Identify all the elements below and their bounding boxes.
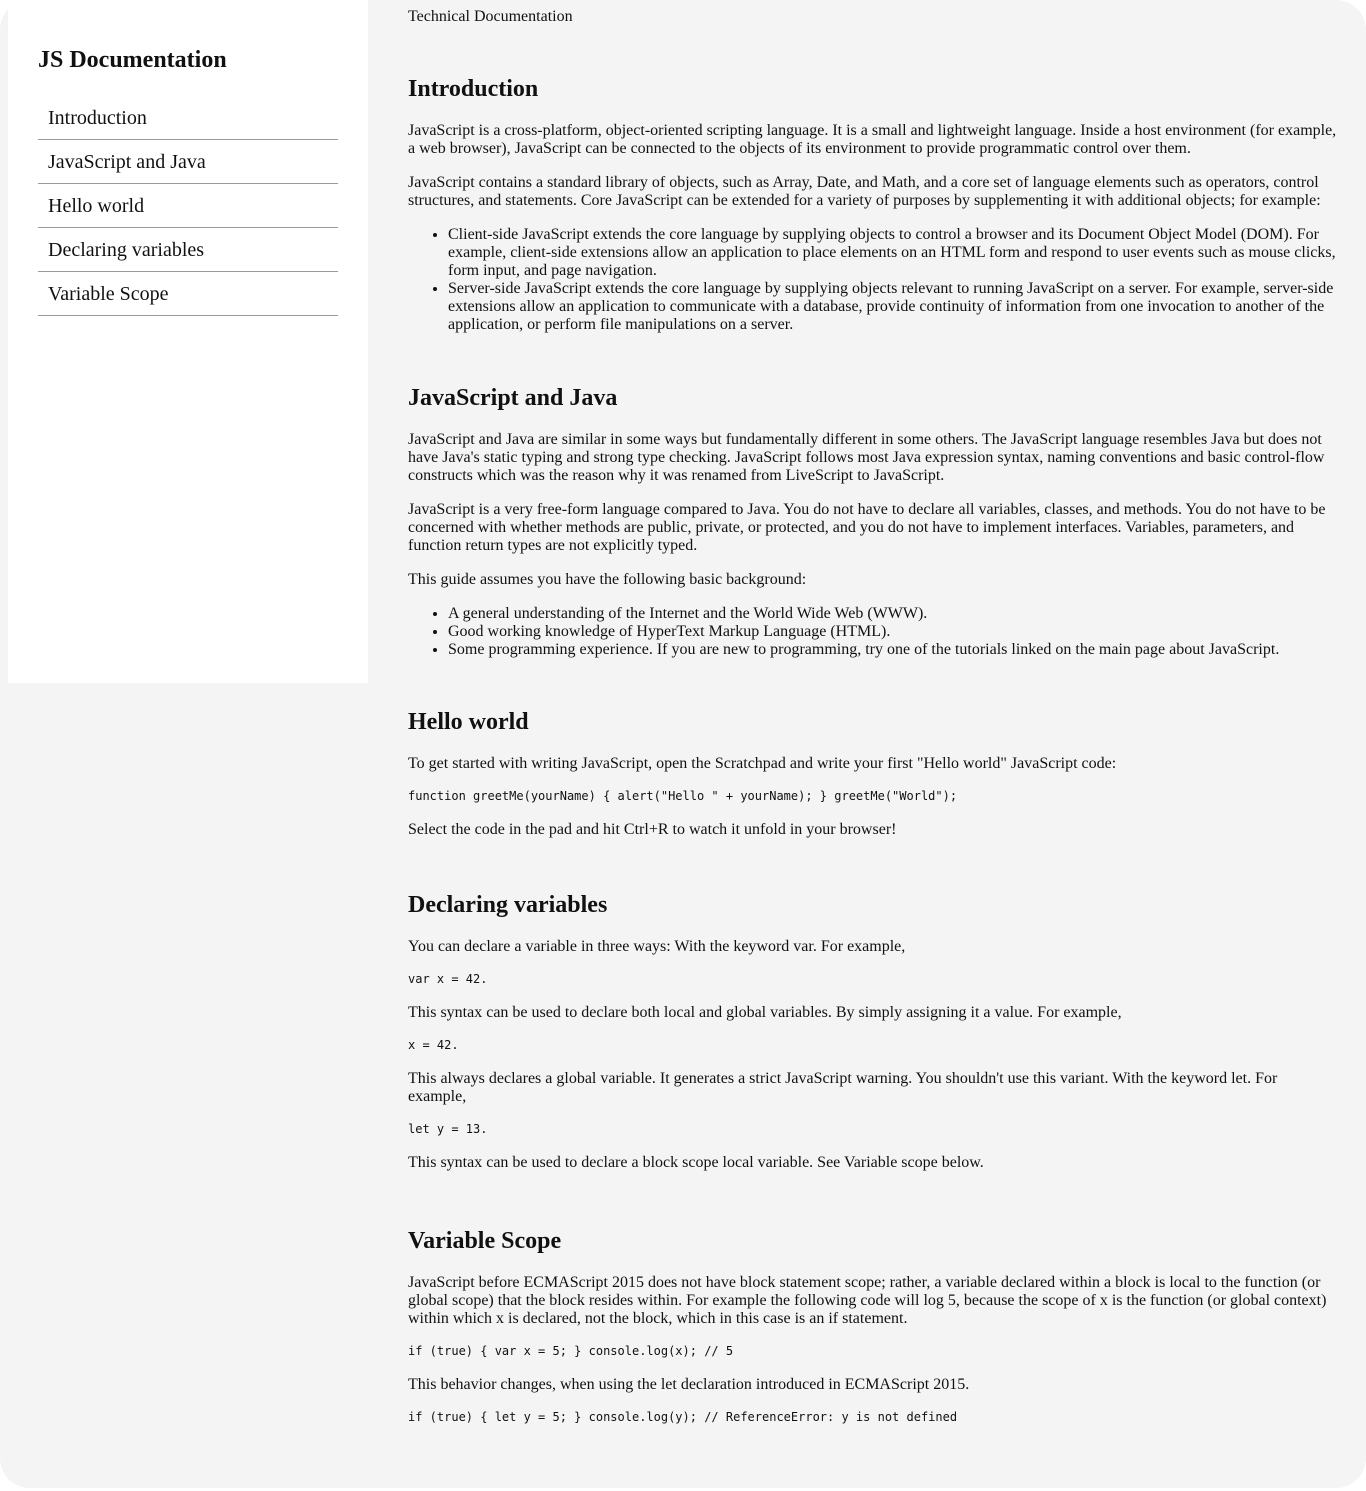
nav-link-variable-scope[interactable]: Variable Scope	[48, 283, 169, 305]
list-item: • Some programming experience. If you are new to programming, try one of the tutorials linked on the main page about JavaScript.	[448, 641, 1338, 659]
code-block: if (true) { var x = 5; } console.log(x); // 5	[408, 1344, 734, 1358]
list-item: • Good working knowledge of HyperText Markup Language (HTML).	[448, 623, 1338, 641]
paragraph: You can declare a variable in three ways: With the keyword var. For example,	[408, 938, 906, 955]
section-title: JavaScript and Java	[408, 385, 618, 411]
nav-item-introduction	[38, 96, 338, 140]
paragraph: JavaScript before ECMAScript 2015 does not have block statement scope; rather, a variable declared within a block is local to the function (or global scope) that the block resides within. For example the following code will log 5, because the scope of x is the function (or global context) within which x is declared, not the block, which in this case is an if statement.	[408, 1274, 1327, 1327]
code-block: let y = 13.	[408, 1122, 488, 1136]
paragraph: JavaScript is a very free-form language compared to Java. You do not have to declare all variables, classes, and methods. You do not have to be concerned with whether methods are public, private, or protected, and you do not have to implement interfaces. Variables, parameters, and function return types are not explicitly typed.	[408, 501, 1326, 554]
code-block: function greetMe(yourName) { alert("Hello " + yourName); } greetMe("World");	[408, 789, 958, 803]
paragraph: JavaScript is a cross-platform, object-oriented scripting language. It is a small and lightweight language. Inside a host environment (for example, a web browser), JavaScript can be connected to the objects of its environment to provide programmatic control over them.	[408, 122, 1337, 157]
paragraph: This syntax can be used to declare both local and global variables. By simply assigning it a value. For example,	[408, 1004, 1122, 1021]
nav-link-javascript-and-java[interactable]: JavaScript and Java	[48, 151, 206, 173]
section-variable-scope	[408, 1227, 1338, 1442]
section-title: Declaring variables	[408, 892, 608, 918]
section-title: Variable Scope	[408, 1228, 562, 1254]
bullet-list	[408, 605, 1338, 659]
nav-list	[38, 96, 338, 316]
nav-item-hello-world	[38, 184, 338, 228]
paragraph: This guide assumes you have the following basic background:	[408, 571, 807, 588]
nav-item-declaring-variables	[38, 228, 338, 272]
nav-link-introduction[interactable]: Introduction	[48, 107, 147, 129]
nav-link-declaring-variables[interactable]: Declaring variables	[48, 239, 205, 261]
sidebar-nav	[8, 0, 368, 683]
nav-title: JS Documentation	[38, 47, 227, 73]
nav-link-hello-world[interactable]: Hello world	[48, 195, 145, 217]
section-javascript-and-java	[408, 384, 1338, 675]
nav-item-variable-scope	[38, 272, 338, 316]
section-title: Introduction	[408, 76, 539, 102]
nav-item-javascript-and-java	[38, 140, 338, 184]
list-item: • Server-side JavaScript extends the core language by supplying objects relevant to running JavaScript on a server. For example, server-side extensions allow an application to communicate with a database, provide continuity of information from one invocation to another of the application, or perform file manipulations on a server.	[448, 280, 1338, 334]
list-item: • Client-side JavaScript extends the core language by supplying objects to control a browser and its Document Object Model (DOM). For example, client-side extensions allow an application to place elements on an HTML form and respond to user events such as mouse clicks, form input, and page navigation.	[448, 226, 1338, 280]
paragraph: This behavior changes, when using the let declaration introduced in ECMAScript 2015.	[408, 1376, 970, 1393]
section-title: Hello world	[408, 709, 529, 735]
code-block: var x = 42.	[408, 972, 488, 986]
list-item: • A general understanding of the Internet and the World Wide Web (WWW).	[448, 605, 1338, 623]
section-declaring-variables	[408, 891, 1338, 1188]
paragraph: JavaScript and Java are similar in some ways but fundamentally different in some others. The JavaScript language resembles Java but does not have Java's static typing and strong type checking. JavaScript follows most Java expression syntax, naming conventions and basic control-flow constructs which was the reason why it was renamed from LiveScript to JavaScript.	[408, 431, 1325, 484]
code-block: x = 42.	[408, 1038, 459, 1052]
code-block: if (true) { let y = 5; } console.log(y); // ReferenceError: y is not defined	[408, 1410, 958, 1424]
paragraph: This always declares a global variable. It generates a strict JavaScript warning. You shouldn't use this variant. With the keyword let. For example,	[408, 1070, 1278, 1105]
section-hello-world	[408, 708, 1338, 855]
paragraph: This syntax can be used to declare a block scope local variable. See Variable scope below.	[408, 1154, 984, 1171]
page-top-title: Technical Documentation	[408, 8, 573, 25]
section-introduction	[408, 75, 1338, 350]
paragraph: To get started with writing JavaScript, open the Scratchpad and write your first "Hello world" JavaScript code:	[408, 755, 1117, 772]
bullet-list	[408, 226, 1338, 334]
paragraph: JavaScript contains a standard library of objects, such as Array, Date, and Math, and a core set of language elements such as operators, control structures, and statements. Core JavaScript can be extended for a variety of purposes by supplementing it with additional objects; for example:	[408, 174, 1321, 209]
paragraph: Select the code in the pad and hit Ctrl+R to watch it unfold in your browser!	[408, 821, 897, 838]
